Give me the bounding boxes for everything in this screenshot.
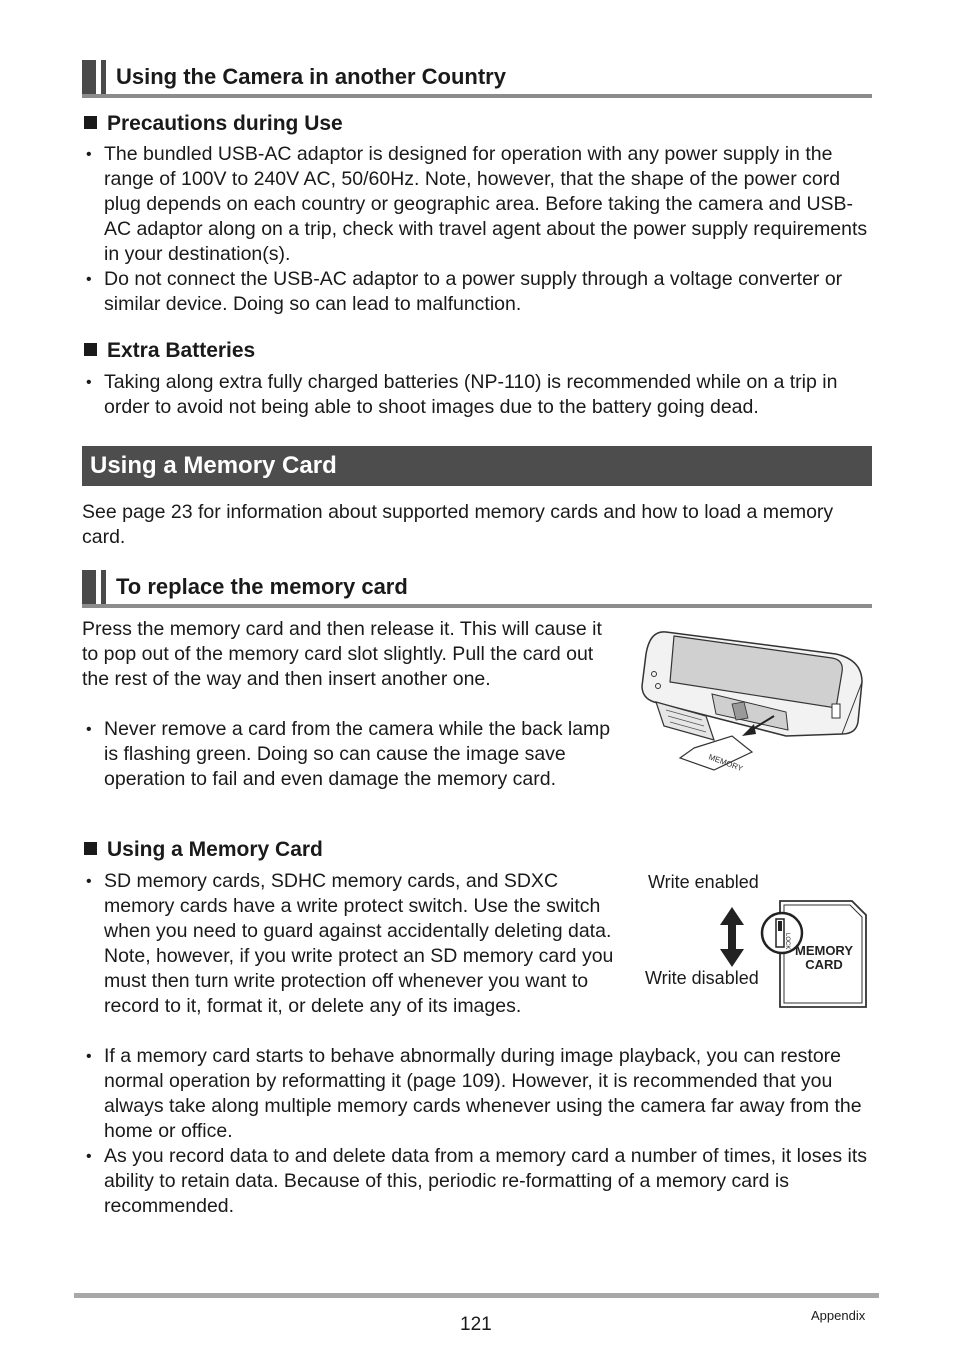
list-item: • If a memory card starts to behave abnormally during image playback, you can restore normal operation by reformatting it (page 109). However, it is recommended that you always take along multiple memory cards whenever using the camera far away from the home or office. [82, 1044, 872, 1144]
square-bullet-icon [84, 842, 97, 855]
double-arrow-icon [720, 907, 744, 967]
subheading-using-memory-card: Using a Memory Card [84, 838, 323, 862]
section-heading-replace-card [82, 570, 872, 610]
square-bullet-icon [84, 343, 97, 356]
list-item: • Taking along extra fully charged batteries (NP-110) is recommended while on a trip in order to avoid not being able to shoot images due to the battery going dead. [82, 370, 872, 420]
batteries-list [82, 370, 872, 420]
subheading-extra-batteries: Extra Batteries [84, 339, 255, 363]
subheading-precautions: Precautions during Use [84, 112, 343, 136]
card-label: MEMORY [707, 752, 745, 774]
section-heading-text: To replace the memory card [116, 574, 408, 599]
precautions-list [82, 142, 872, 317]
section-heading-text: Using the Camera in another Country [116, 64, 506, 89]
list-item: • Do not connect the USB-AC adaptor to a power supply through a voltage converter or similar device. Doing so can lead to malfunction. [82, 267, 872, 317]
card-text-line2: CARD [805, 957, 843, 972]
card-text-line1: MEMORY [794, 943, 854, 958]
list-item: • The bundled USB-AC adaptor is designed for operation with any power supply in the range of 100V to 240V AC, 50/60Hz. Note, however, that the shape of the power cord plug depends on each country or geographic area. Before taking the camera and USB-AC adaptor along on a trip, check with travel agent about the power supply requirements in your destination(s). [82, 142, 872, 267]
using-list-narrow [82, 869, 622, 1019]
list-item: • As you record data to and delete data from a memory card a number of times, it loses its ability to retain data. Because of this, periodic re-formatting of a memory card is recommended. [82, 1144, 872, 1219]
square-bullet-icon [84, 116, 97, 129]
camera-memory-card-illustration [636, 622, 872, 778]
write-disabled-label: Write disabled [645, 968, 759, 988]
footer-section-name: Appendix [811, 1308, 866, 1323]
list-item: • SD memory cards, SDHC memory cards, and SDXC memory cards have a write protect switch. Use the switch when you need to guard against accidentally deleting data. Note, however, if you write protect an SD memory card you must then turn write protection off whenever you want to record to it, format it, or delete any of its images. [82, 869, 622, 1019]
replace-list [82, 717, 612, 792]
intro-paragraph: See page 23 for information about supported memory cards and how to load a memory card. [82, 501, 834, 548]
list-item: • Never remove a card from the camera while the back lamp is flashing green. Doing so can cause the image save operation to fail and even damage the memory card. [82, 717, 612, 792]
replace-paragraph: Press the memory card and then release it. This will cause it to pop out of the memory card slot slightly. Pull the card out the rest of the way and then insert another one. [82, 618, 602, 690]
using-list-wide [82, 1044, 872, 1219]
section-heading-another-country [82, 60, 872, 100]
banner-using-memory-card: Using a Memory Card [82, 446, 872, 486]
page-number: 121 [460, 1314, 492, 1335]
footer-rule [74, 1293, 879, 1298]
lock-label: LOCK [784, 933, 790, 950]
write-enabled-label: Write enabled [648, 872, 759, 892]
sd-card-diagram [712, 895, 872, 1011]
